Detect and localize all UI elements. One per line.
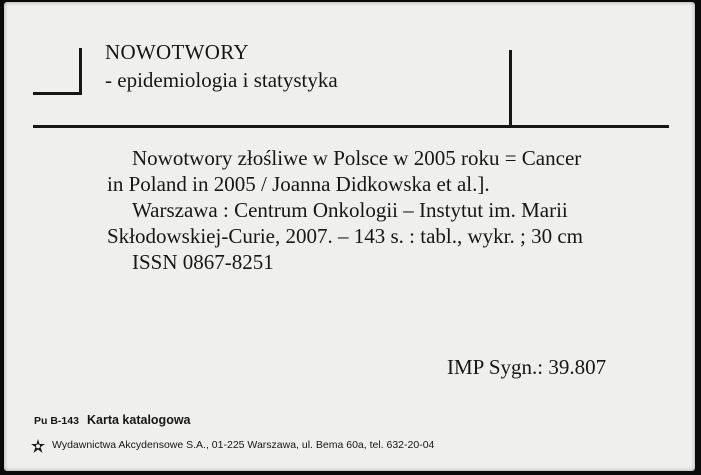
form-name: Karta katalogowa	[87, 413, 191, 427]
call-number: IMP Sygn.: 39.807	[447, 355, 607, 379]
form-code: Pu B-143	[34, 415, 79, 427]
corner-mark-horizontal	[33, 92, 82, 95]
publisher-line: Wydawnictwa Akcydensowe S.A., 01-225 Warszawa, ul. Bema 60a, tel. 632-20-04	[52, 439, 435, 451]
heading-divider	[509, 50, 512, 128]
entry-line: Warszawa : Centrum Onkologii – Instytut im. Marii	[132, 198, 568, 222]
horizontal-rule	[33, 125, 669, 128]
corner-mark-vertical	[79, 48, 82, 95]
publisher-logo-icon	[30, 438, 46, 454]
entry-line: ISSN 0867-8251	[132, 250, 274, 274]
heading-title: NOWOTWORY	[105, 40, 249, 64]
entry-line: Nowotwory złośliwe w Polsce w 2005 roku = Cancer	[132, 146, 582, 170]
heading-subtitle: - epidemiologia i statystyka	[105, 68, 338, 92]
entry-line: in Poland in 2005 / Joanna Didkowska et al.].	[107, 172, 490, 196]
catalog-card	[4, 2, 695, 471]
entry-line: Skłodowskiej-Curie, 2007. – 143 s. : tabl., wykr. ; 30 cm	[107, 224, 583, 248]
